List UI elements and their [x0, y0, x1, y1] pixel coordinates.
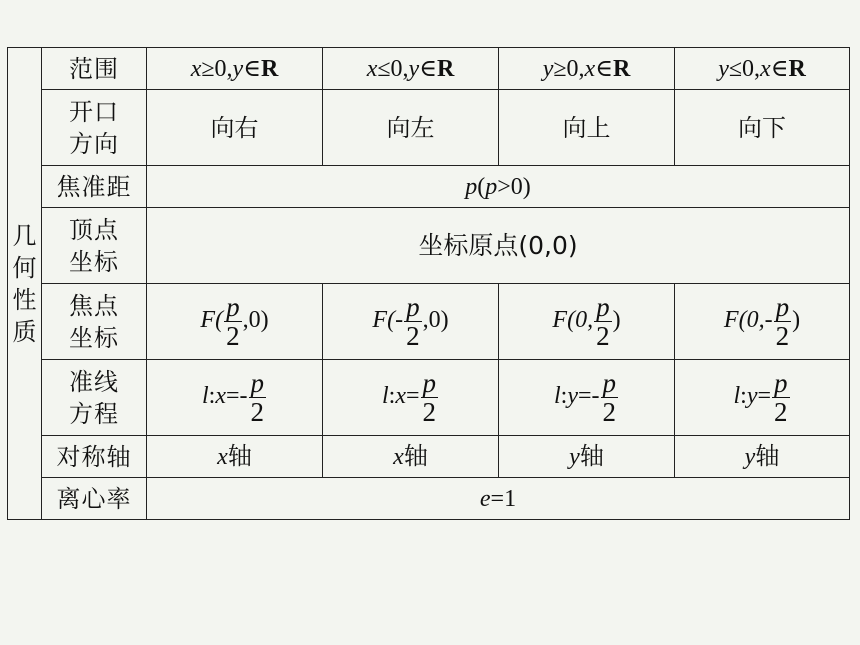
vertex-value: 坐标原点(0,0) — [147, 208, 850, 284]
focal-param-row — [8, 166, 850, 208]
directrix-cell-1: l:x=- $\frac{p}{2}$ — [147, 360, 323, 436]
range-cell-3: y≥0,x∈R — [499, 48, 675, 90]
directrix-label: 准线 方程 — [42, 360, 147, 436]
axis-cell-3: y轴 — [499, 436, 675, 478]
opening-cell-2: 向左 — [323, 90, 499, 166]
range-cell-4: y≤0,x∈R — [675, 48, 850, 90]
axis-cell-1: x轴 — [147, 436, 323, 478]
range-label: 范围 — [42, 48, 147, 90]
opening-cell-4: 向下 — [675, 90, 850, 166]
axis-label: 对称轴 — [42, 436, 147, 478]
focus-label: 焦点 坐标 — [42, 284, 147, 360]
range-row — [8, 48, 850, 90]
focus-cell-2: F(- $\frac{p}{2}$ ,0) — [323, 284, 499, 360]
axis-row — [8, 436, 850, 478]
opening-label: 开口 方向 — [42, 90, 147, 166]
opening-row — [8, 90, 850, 166]
group-label: 几何性质 — [12, 221, 37, 346]
parabola-properties-table — [7, 47, 850, 520]
focal-param-value: p(p>0) — [147, 166, 850, 208]
focus-cell-4: F(0,- $\frac{p}{2}$ ) — [675, 284, 850, 360]
eccentricity-label: 离心率 — [42, 478, 147, 520]
range-cell-1: x≥0,y∈R — [147, 48, 323, 90]
vertex-row — [8, 208, 850, 284]
directrix-row — [8, 360, 850, 436]
axis-cell-2: x轴 — [323, 436, 499, 478]
axis-cell-4: y轴 — [675, 436, 850, 478]
group-label-cell — [8, 48, 42, 520]
opening-cell-1: 向右 — [147, 90, 323, 166]
range-cell-2: x≤0,y∈R — [323, 48, 499, 90]
focus-cell-3: F(0, $\frac{p}{2}$ ) — [499, 284, 675, 360]
eccentricity-value: e=1 — [147, 478, 850, 520]
opening-cell-3: 向上 — [499, 90, 675, 166]
directrix-cell-3: l:y=- $\frac{p}{2}$ — [499, 360, 675, 436]
focus-row — [8, 284, 850, 360]
eccentricity-row — [8, 478, 850, 520]
focus-cell-1: F( $\frac{p}{2}$ ,0) — [147, 284, 323, 360]
directrix-cell-4: l:y= $\frac{p}{2}$ — [675, 360, 850, 436]
vertex-label: 顶点 坐标 — [42, 208, 147, 284]
focal-param-label: 焦准距 — [42, 166, 147, 208]
directrix-cell-2: l:x= $\frac{p}{2}$ — [323, 360, 499, 436]
